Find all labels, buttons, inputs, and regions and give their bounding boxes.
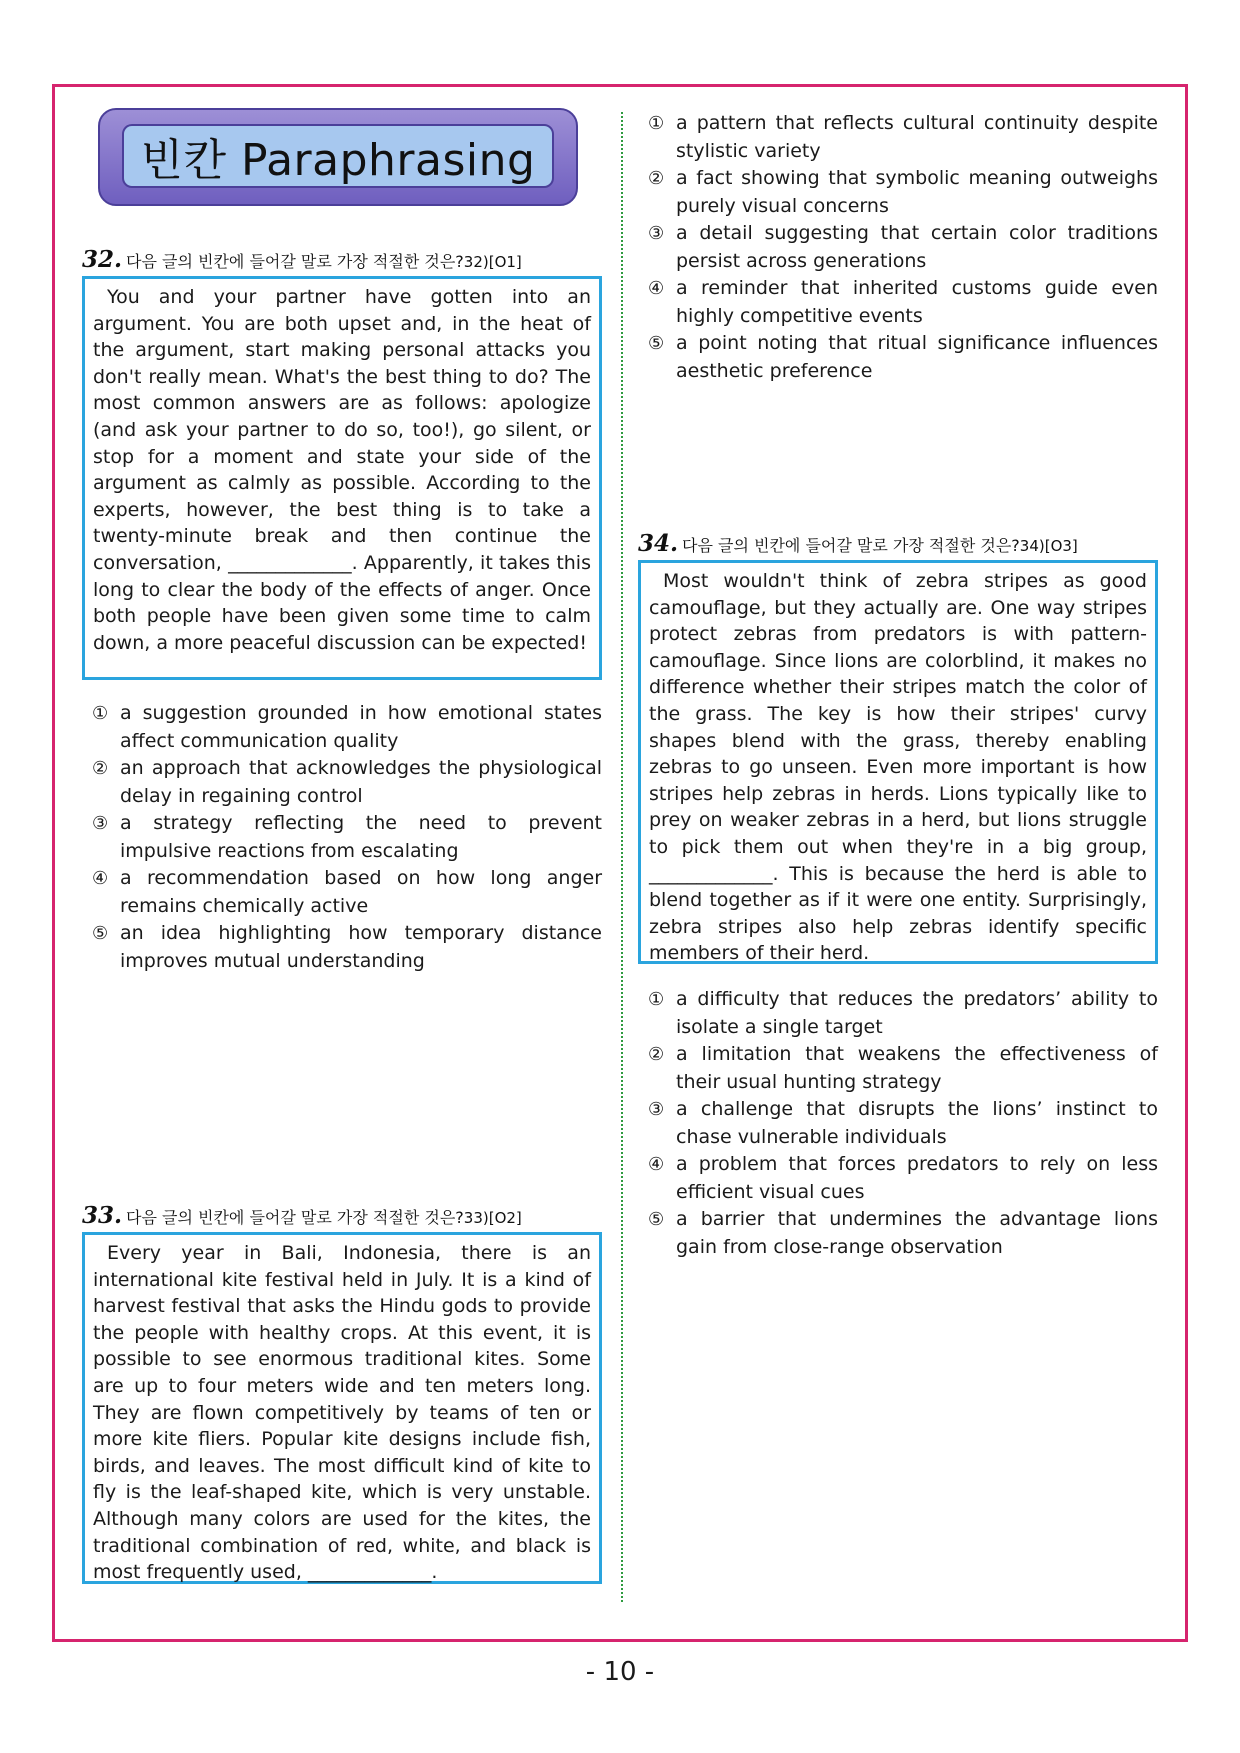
question-34-header [638, 530, 1078, 557]
question-source: 34)[O3] [1019, 537, 1078, 555]
section-title-box [122, 124, 554, 188]
question-source: 33)[O2] [463, 1209, 522, 1227]
question-34-options [648, 986, 1158, 1261]
question-32-options [92, 700, 602, 975]
question-32-header [82, 246, 522, 273]
question-33-passage: Every year in Bali, Indonesia, there is an international kite festival held in July. It is a kind of harvest festival that asks the Hindu gods to provide the people with healthy crops. At this event, it is possible to see enormous traditional kites. Some are up to four meters wide and ten meters long. They are flown competitively by teams of ten or more kite fliers. Popular kite designs include fish, birds, and leaves. The most difficult kind of kite to fly is the leaf-shaped kite, which is very unstable. Although many colors are used for the kites, the traditional combination of red, white, and black is most frequently used, _____________. [82, 1232, 602, 1584]
option-1[interactable]: ① a suggestion grounded in how emotional states affect communication quality [92, 702, 602, 752]
question-33-options [648, 110, 1158, 385]
question-34-passage: Most wouldn't think of zebra stripes as good camouflage, but they actually are. One way stripes protect zebras from predators is with pattern-camouflage. Since lions are colorblind, it makes no difference whether their stripes match the color of the grass. The key is how their stripes' curvy shapes blend with the grass, thereby enabling zebras to go unseen. Even more important is how stripes help zebras in herds. Lions typically like to prey on weaker zebras in a herd, but lions struggle to pick them out when they're in a big group, _____________. This is because the herd is able to blend together as if it were one entity. Surprisingly, zebra stripes also help zebras identify specific members of their herd. [638, 560, 1158, 964]
question-33-header [82, 1202, 522, 1229]
section-title-banner [98, 108, 578, 206]
option-1[interactable]: ① a pattern that reflects cultural continuity despite stylistic variety [648, 112, 1158, 162]
question-number: 34. [638, 530, 679, 557]
question-prompt: 다음 글의 빈칸에 들어갈 말로 가장 적절한 것은? [126, 252, 464, 271]
question-number: 33. [82, 1202, 123, 1229]
option-3[interactable]: ③ a challenge that disrupts the lions’ instinct to chase vulnerable individuals [648, 1098, 1158, 1148]
option-4[interactable]: ④ a reminder that inherited customs guide even highly competitive events [648, 277, 1158, 327]
question-prompt: 다음 글의 빈칸에 들어갈 말로 가장 적절한 것은? [682, 536, 1020, 555]
option-3[interactable]: ③ a detail suggesting that certain color traditions persist across generations [648, 222, 1158, 272]
option-4[interactable]: ④ a problem that forces predators to rely on less efficient visual cues [648, 1153, 1158, 1203]
option-2[interactable]: ② a fact showing that symbolic meaning outweighs purely visual concerns [648, 167, 1158, 217]
question-source: 32)[O1] [463, 253, 522, 271]
option-3[interactable]: ③ a strategy reflecting the need to prevent impulsive reactions from escalating [92, 812, 602, 862]
section-title: 빈칸 Paraphrasing [140, 135, 536, 186]
question-32-passage: You and your partner have gotten into an argument. You are both upset and, in the heat of the argument, start making personal attacks you don't really mean. What's the best thing to do? The most common answers are as follows: apologize (and ask your partner to do so, too!), go silent, or stop for a moment and state your side of the argument as calmly as possible. According to the experts, however, the best thing is to take a twenty-minute break and then continue the conversation, _____________. Apparently, it takes this long to clear the body of the effects of anger. Once both people have been given some time to calm down, a more peaceful discussion can be expected! [82, 276, 602, 680]
option-4[interactable]: ④ a recommendation based on how long anger remains chemically active [92, 867, 602, 917]
option-5[interactable]: ⑤ an idea highlighting how temporary distance improves mutual understanding [92, 922, 602, 972]
question-prompt: 다음 글의 빈칸에 들어갈 말로 가장 적절한 것은? [126, 1208, 464, 1227]
question-number: 32. [82, 246, 123, 273]
column-divider [621, 112, 623, 1602]
option-2[interactable]: ② a limitation that weakens the effectiveness of their usual hunting strategy [648, 1043, 1158, 1093]
option-1[interactable]: ① a difficulty that reduces the predators’ ability to isolate a single target [648, 988, 1158, 1038]
page-number: - 10 - [585, 1657, 655, 1687]
option-2[interactable]: ② an approach that acknowledges the physiological delay in regaining control [92, 757, 602, 807]
option-5[interactable]: ⑤ a point noting that ritual significance influences aesthetic preference [648, 332, 1158, 382]
option-5[interactable]: ⑤ a barrier that undermines the advantage lions gain from close-range observation [648, 1208, 1158, 1258]
